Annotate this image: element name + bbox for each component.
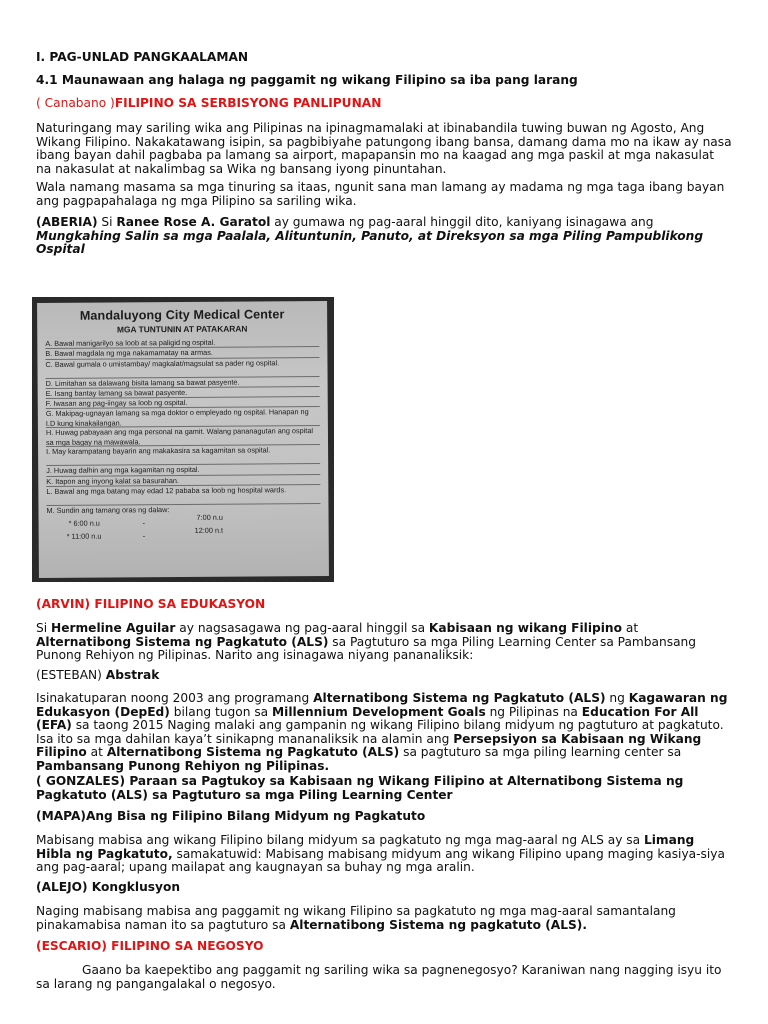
section-author-tag: ( Canabano ) — [36, 96, 115, 110]
notice-rule: G. Makipag-ugnayan lamang sa mga doktor o empleyado ng ospital. Hanapan ng I.D kung kinakailangan. — [46, 408, 320, 429]
paragraph-3: (ABERIA) Si Ranee Rose A. Garatol ay gumawa ng pag-aaral hinggil dito, kaniyang isinagawa ang Mungkahing Salin sa mga Paalala, Alituntunin, Panuto, at Direksyon sa mga Piling Pampublikong Ospital — [36, 215, 704, 257]
heading-pag-unlad: I. PAG-UNLAD PANGKAALAMAN — [36, 50, 249, 64]
notice-rule: M. Sundin ang tamang oras ng dalaw: — [46, 505, 170, 516]
notice-rule: H. Huwag pabayaan ang mga personal na gamit. Walang pananagutan ang ospital sa mga bagay na mawawala. — [46, 427, 320, 448]
abstract-heading: (ESTEBAN) Abstrak — [36, 668, 160, 682]
paragraph-2: Wala namang masama sa mga tinuring sa itaas, ngunit sana man lamang ay madama ng mga taga ibang bayan ang pagpapahalaga ng mga Pilipino sa sariling wika. — [36, 180, 725, 208]
heading-gonzales: ( GONZALES) Paraan sa Pagtukoy sa Kabisaan ng Wikang Filipino at Alternatibong Sistema ng Pagkatuto (ALS) sa Pagtuturo sa mga Piling Learning Center — [36, 774, 684, 802]
notice-rule: D. Limitahan sa dalawang bisita lamang sa bawat pasyente. — [46, 377, 320, 389]
notice-rule: K. Itapon ang inyong kalat sa basurahan. — [46, 475, 320, 487]
notice-rule: B. Bawal magdala ng mga nakamamatay na armas. — [45, 347, 319, 359]
notice-rule: F. Iwasan ang pag-iingay sa loob ng ospital. — [46, 397, 320, 409]
notice-paper — [37, 301, 329, 578]
paragraph-7: Naging mabisang mabisa ang paggamit ng wikang Filipino sa pagkatuto ng mga mag-aaral samantalang pinakamabisa naman ito sa pagtuturo sa Alternatibong Sistema ng pagkatuto (ALS). — [36, 904, 676, 932]
paragraph-1: Naturingang may sariling wika ang Pilipinas na ipinagmamalaki at ibinabandila tuwing buwan ng Agosto, Ang Wikang Filipino. Nakakatawang isipin, sa pagbibiyahe patungong ibang bansa, damang dama mo na ikaw ay nasa ibang bayan dahil pagbaba pa lamang sa airport, mapapansin mo na kaagad ang mga paskil at mga nakasulat na nakasulat at nakalimbag sa Wika ng bansang iyong pinuntahan. — [36, 121, 732, 176]
visiting-hours: * 6:00 n.u - 7:00 n.u * 11:00 n.u - 12:00 n.t — [66, 513, 224, 542]
section-edukasyon — [36, 598, 732, 612]
notice-subtitle: MGA TUNTUNIN AT PATAKARAN — [116, 323, 248, 335]
heading-mapa: (MAPA)Ang Bisa ng Filipino Bilang Midyum ng Pagkatuto — [36, 809, 426, 823]
notice-rule: I. May karampatang bayarin ang makakasira sa kagamitan sa ospital. — [46, 446, 320, 467]
section-title: (ARVIN) FILIPINO SA EDUKASYON — [36, 597, 266, 611]
section-title: FILIPINO SA SERBISYONG PANLIPUNAN — [114, 96, 382, 110]
study-title: Mungkahing Salin sa mga Paalala, Alituntunin, Panuto, at Direksyon sa mga Piling Pampublikong Ospital — [36, 228, 704, 257]
notice-rule: J. Huwag dalhin ang mga kagamitan ng ospital. — [46, 465, 320, 477]
paragraph-5: Isinakatuparan noong 2003 ang programang Alternatibong Sistema ng Pagkatuto (ALS) ng Kagawaran ng Edukasyon (DepEd) bilang tugon sa Millennium Development Goals ng Pilipinas na Education For All (EFA) sa taong 2015 Naging malaki ang gampanin ng wikang Filipino bilang midyum ng pagtuturo at pagkatuto. Isa ito sa mga dahilan kaya’t sinikapng mananaliksik na alamin ang Persepsiyon sa Kabisaan ng Wikang Filipino at Alternatibong Sistema ng Pagkatuto (ALS) sa pagtuturo sa mga piling learning center sa Pambansang Punong Rehiyon ng Pilipinas. — [36, 691, 728, 773]
notice-photo — [32, 297, 334, 582]
notice-rule: C. Bawal gumala o umistambay/ magkalat/magsulat sa pader ng ospital. — [45, 358, 319, 379]
section-title: (ESCARIO) FILIPINO SA NEGOSYO — [36, 939, 264, 953]
notice-rule: E. Isang bantay lamang sa bawat pasyente. — [46, 387, 320, 399]
section-negosyo — [36, 940, 732, 954]
notice-rule: A. Bawal manigarilyo sa loob at sa paligid ng ospital. — [45, 337, 319, 349]
notice-rule: L. Bawal ang mga batang may edad 12 pababa sa loob ng hospital wards. — [46, 485, 320, 506]
section-serbisyong-panlipunan — [36, 97, 732, 111]
notice-title: Mandaluyong City Medical Center — [79, 307, 285, 323]
paragraph-6: Mabisang mabisa ang wikang Filipino bilang midyum sa pagkatuto ng mga mag-aaral ng ALS ay sa Limang Hibla ng Pagkatuto, samakatuwid: Mabisang mabisang midyum ang wikang Filipino upang maging kasiya-siya ang pag-aaral; upang mailapat ang kaugnayan sa buhay ng mga aralin. — [36, 833, 725, 875]
paragraph-4: Si Hermeline Aguilar ay nagsasagawa ng pag-aaral hinggil sa Kabisaan ng wikang Filipino at Alternatibong Sistema ng Pagkatuto (ALS) sa Pagtuturo sa mga Piling Learning Center sa Pambansang Punong Rehiyon ng Pilipinas. Narito ang isinagawa niyang pananaliksik: — [36, 621, 697, 663]
heading-4-1: 4.1 Maunawaan ang halaga ng paggamit ng wikang Filipino sa iba pang larang — [36, 73, 578, 87]
paragraph-8: Gaano ba kaepektibo ang paggamit ng sariling wika sa pagnenegosyo? Karaniwan nang nagging isyu ito sa larang ng pangangalakal o negosyo. — [36, 963, 722, 991]
heading-alejo: (ALEJO) Kongklusyon — [36, 880, 181, 894]
